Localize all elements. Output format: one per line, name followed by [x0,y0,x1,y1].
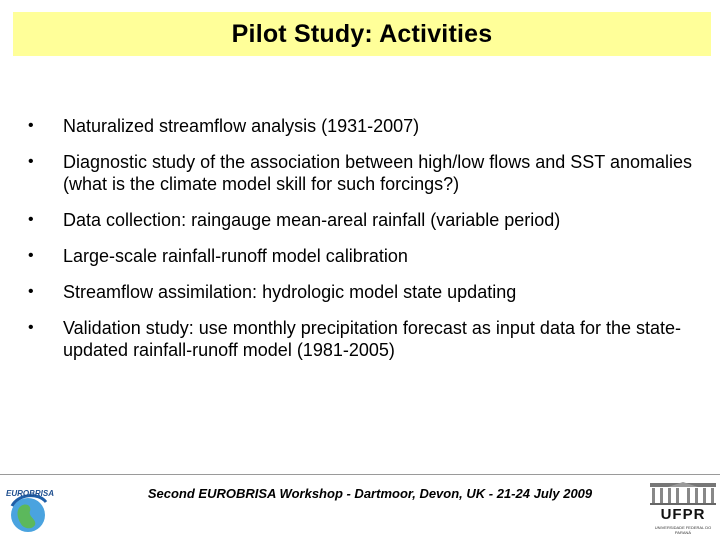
ufpr-logo-text: UFPR [660,506,706,523]
bullet-dot: • [28,211,34,228]
bullet-item [0,281,720,303]
bullet-text: Large-scale rainfall-runoff model calibration [63,246,408,266]
bullet-text: Naturalized streamflow analysis (1931-2007) [63,116,420,136]
ufpr-logo-subtitle: UNIVERSIDADE FEDERAL DO PARANÁ [654,525,712,535]
footer-text: Second EUROBRISA Workshop - Dartmoor, Devon, UK - 21-24 July 2009 [147,486,593,501]
bullet-item [0,209,720,231]
svg-text:EUROBRISA: EUROBRISA [6,489,54,498]
bullet-item [0,115,720,137]
bullet-list [0,115,720,375]
bullet-item [0,245,720,267]
footer-divider [0,474,720,475]
slide-title: Pilot Study: Activities [231,19,493,48]
bullet-dot: • [28,283,34,300]
bullet-text: Streamflow assimilation: hydrologic model state updating [63,282,517,302]
bullet-text: Diagnostic study of the association between high/low flows and SST anomalies (what is the climate model skill for such forcings?) [63,152,693,194]
bullet-text: Data collection: raingauge mean-areal rainfall (variable period) [63,210,561,230]
bullet-text: Validation study: use monthly precipitation forecast as input data for the state-updated rainfall-runoff model (1981-2005) [63,318,682,360]
bullet-dot: • [28,247,34,264]
bullet-dot: • [28,319,34,336]
bullet-item [0,151,720,195]
bullet-item [0,317,720,361]
bullet-dot: • [28,117,34,134]
bullet-dot: • [28,153,34,170]
title-bar [13,12,711,56]
